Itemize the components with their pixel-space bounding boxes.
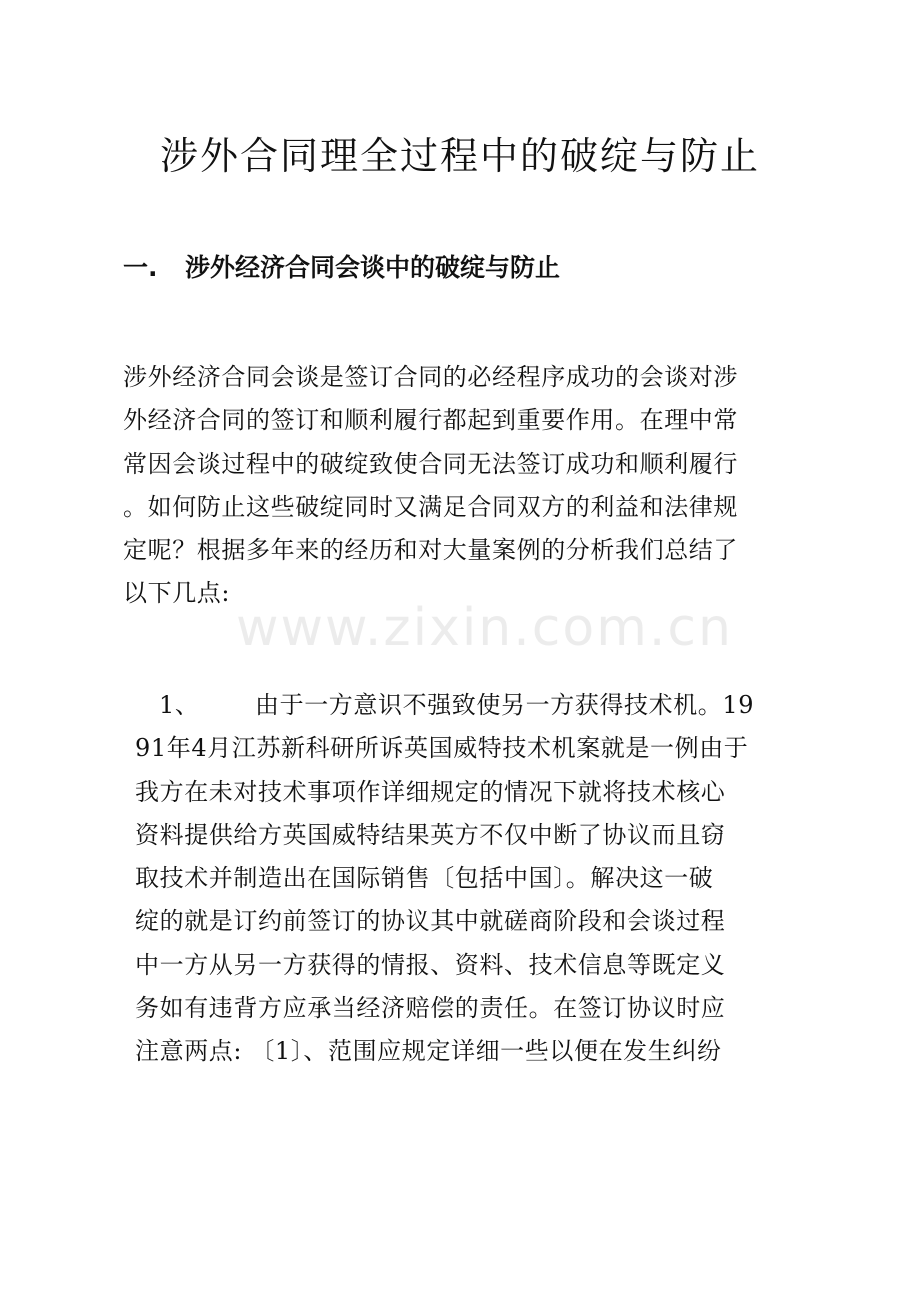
- section-heading-text: 涉外经济合同会谈中的破绽与防止: [185, 253, 561, 282]
- paragraph-line: 常因会谈过程中的破绽致使合同无法签订成功和顺利履行: [123, 449, 738, 478]
- paragraph-line: 涉外经济合同会谈是签订合同的必经程序成功的会谈对涉: [123, 363, 738, 391]
- list-item-first-line: [123, 684, 803, 727]
- section-number: 一.: [123, 253, 158, 282]
- list-item-first-text: 由于一方意识不强致使另一方获得技术机。19: [255, 691, 755, 719]
- paragraph-line: 91年4月江苏新科研所诉英国威特技术机案就是一例由于: [135, 734, 749, 763]
- paragraph-line: 注意两点: 〔1〕、范围应规定详细一些以便在发生纠纷: [135, 1037, 722, 1066]
- paragraph-line: 取技术并制造出在国际销售〔包括中国〕。解决这一破: [135, 864, 714, 893]
- document-title: 涉外合同理全过程中的破绽与防止: [159, 134, 760, 178]
- paragraph-line: 绽的就是订约前签订的协议其中就磋商阶段和会谈过程: [135, 907, 726, 936]
- paragraph-line: 以下几点:: [123, 579, 231, 608]
- list-item-1: [123, 684, 803, 1074]
- paragraph-line: 外经济合同的签订和顺利履行都起到重要作用。在理中常: [123, 406, 738, 435]
- section-heading: [123, 248, 560, 288]
- paragraph-line: 。如何防止这些破绽同时又满足合同双方的利益和法律规: [123, 492, 738, 521]
- paragraph-line: 资料提供给方英国威特结果英方不仅中断了协议而且窃: [135, 820, 726, 849]
- paragraph-line: 务如有违背方应承当经济赔偿的责任。在签订协议时应: [135, 994, 726, 1023]
- intro-paragraph: [123, 356, 803, 616]
- list-item-number: 1、: [159, 691, 200, 719]
- paragraph-line: 定呢？根据多年来的经历和对大量案例的分析我们总结了: [123, 536, 738, 565]
- paragraph-line: 我方在未对技术事项作详细规定的情况下就将技术核心: [135, 777, 726, 806]
- watermark: www.zixin.com.cn: [236, 598, 733, 658]
- paragraph-line: 中一方从另一方获得的情报、资料、技术信息等既定义: [135, 950, 726, 979]
